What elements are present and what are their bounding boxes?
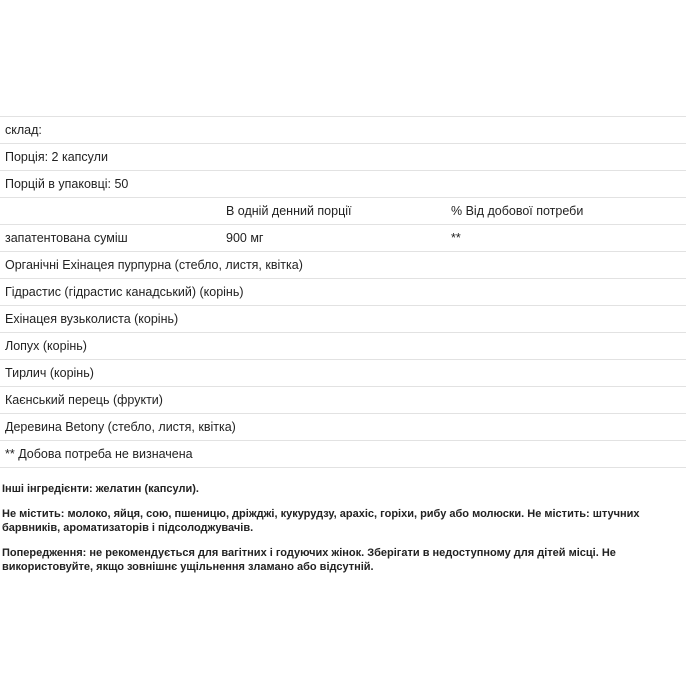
warning-label: Попередження: (2, 547, 87, 559)
allergen-free-statement (2, 507, 642, 535)
table-row (0, 306, 686, 333)
table-row (0, 360, 686, 387)
warning-statement (2, 546, 642, 574)
table-row (0, 333, 686, 360)
additive-free-text: штучних барвників, ароматизаторів і підсолоджувачів. (2, 508, 640, 534)
supplement-facts-table (0, 116, 686, 468)
ingredient-name: Тирлич (корінь) (5, 366, 94, 380)
other-ingredients-label: Інші інгредієнти: (2, 483, 93, 495)
table-row (0, 171, 686, 198)
composition-label: склад: (5, 123, 42, 137)
other-ingredients (2, 482, 642, 496)
supplement-facts-panel (0, 116, 686, 585)
table-row (0, 144, 686, 171)
ingredient-name: Каєнський перець (фрукти) (5, 393, 163, 407)
table-row (0, 387, 686, 414)
table-header-row (0, 198, 686, 225)
ingredient-name: Лопух (корінь) (5, 339, 87, 353)
product-notes (0, 482, 686, 574)
table-row (0, 225, 686, 252)
ingredient-daily-value: ** (451, 231, 461, 245)
other-ingredients-text: желатин (капсули). (92, 483, 199, 495)
ingredient-name: Ехінацея вузьколиста (корінь) (5, 312, 179, 326)
table-row (0, 414, 686, 441)
ingredient-name: Гідрастис (гідрастис канадський) (корінь) (5, 285, 244, 299)
allergen-free-label: Не містить: (2, 508, 65, 520)
servings-per-container: Порцій в упаковці: 50 (5, 177, 129, 191)
header-daily-value: % Від добової потреби (451, 204, 584, 218)
allergen-free-text: молоко, яйця, сою, пшеницю, дріжджі, кукурудзу, арахіс, горіхи, рибу або молюски. (64, 508, 528, 520)
table-footnote-row (0, 441, 686, 468)
ingredient-name: Деревина Betony (стебло, листя, квітка) (5, 420, 236, 434)
table-row (0, 279, 686, 306)
table-row (0, 117, 686, 144)
ingredient-name: Органічні Ехінацея пурпурна (стебло, листя, квітка) (5, 258, 303, 272)
warning-text: не рекомендується для вагітних і годуючих жінок. Зберігати в недоступному для дітей місці. Не використовуйте, якщо зовнішнє ущільнення зламано або відсутній. (2, 547, 616, 573)
header-amount-per-serving: В одній денний порції (226, 204, 352, 218)
serving-size: Порція: 2 капсули (5, 150, 108, 164)
ingredient-amount: 900 мг (226, 231, 264, 245)
additive-free-label: Не містить: (527, 508, 590, 520)
ingredient-name: запатентована суміш (5, 231, 128, 245)
daily-value-footnote: ** Добова потреба не визначена (5, 447, 193, 461)
table-row (0, 252, 686, 279)
